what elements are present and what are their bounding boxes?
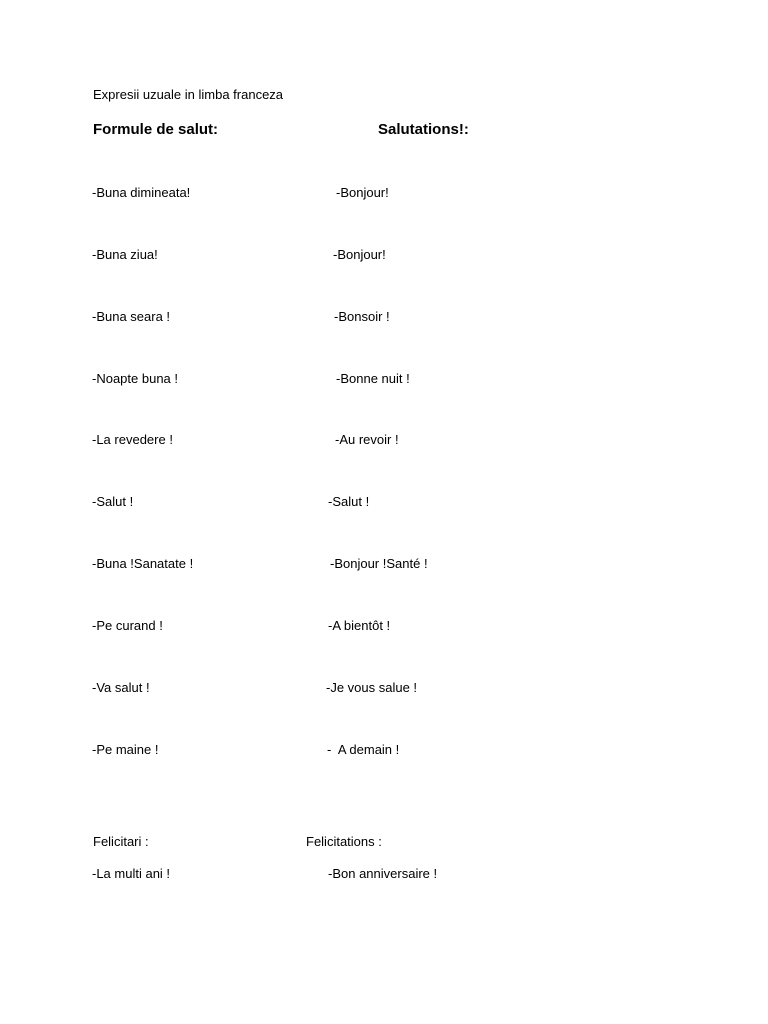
phrase-ro: -Salut ! bbox=[92, 494, 134, 509]
phrase-fr: -Bonne nuit ! bbox=[336, 371, 410, 386]
phrase-ro: -La revedere ! bbox=[92, 432, 173, 447]
phrase-fr: -Bonjour !Santé ! bbox=[330, 556, 428, 571]
phrase-ro: -Buna seara ! bbox=[92, 309, 171, 324]
phrase-row bbox=[0, 866, 768, 884]
phrase-ro: -Va salut ! bbox=[92, 680, 150, 695]
phrase-row bbox=[0, 185, 768, 203]
phrase-ro: -Pe maine ! bbox=[92, 742, 159, 757]
phrase-row bbox=[0, 680, 768, 698]
phrase-row bbox=[0, 742, 768, 760]
phrase-fr: -Salut ! bbox=[328, 494, 370, 509]
greetings-heading-ro: Formule de salut: bbox=[93, 121, 219, 138]
phrase-ro: -Buna ziua! bbox=[92, 247, 158, 262]
phrase-fr: -A bientôt ! bbox=[328, 618, 391, 633]
phrase-row bbox=[0, 618, 768, 636]
phrase-fr: -Bonjour! bbox=[336, 185, 389, 200]
phrase-fr: - A demain ! bbox=[327, 742, 400, 757]
phrase-row bbox=[0, 432, 768, 450]
phrase-fr: -Je vous salue ! bbox=[326, 680, 418, 695]
phrase-fr: -Bonsoir ! bbox=[334, 309, 390, 324]
phrase-fr: -Au revoir ! bbox=[335, 432, 399, 447]
greetings-heading-fr: Salutations!: bbox=[378, 121, 469, 138]
phrase-fr: -Bonjour! bbox=[333, 247, 386, 262]
phrase-ro: -Pe curand ! bbox=[92, 618, 163, 633]
phrase-ro: -La multi ani ! bbox=[92, 866, 171, 881]
congratulations-heading-fr: Felicitations : bbox=[306, 834, 382, 849]
phrase-row bbox=[0, 247, 768, 265]
phrase-row bbox=[0, 371, 768, 389]
phrase-ro: -Buna dimineata! bbox=[92, 185, 191, 200]
phrase-row bbox=[0, 556, 768, 574]
phrase-ro: -Buna !Sanatate ! bbox=[92, 556, 194, 571]
phrase-fr: -Bon anniversaire ! bbox=[328, 866, 438, 881]
phrase-ro: -Noapte buna ! bbox=[92, 371, 179, 386]
phrase-row bbox=[0, 494, 768, 512]
document-title: Expresii uzuale in limba franceza bbox=[93, 87, 284, 102]
phrase-row bbox=[0, 309, 768, 327]
congratulations-heading-ro: Felicitari : bbox=[93, 834, 149, 849]
